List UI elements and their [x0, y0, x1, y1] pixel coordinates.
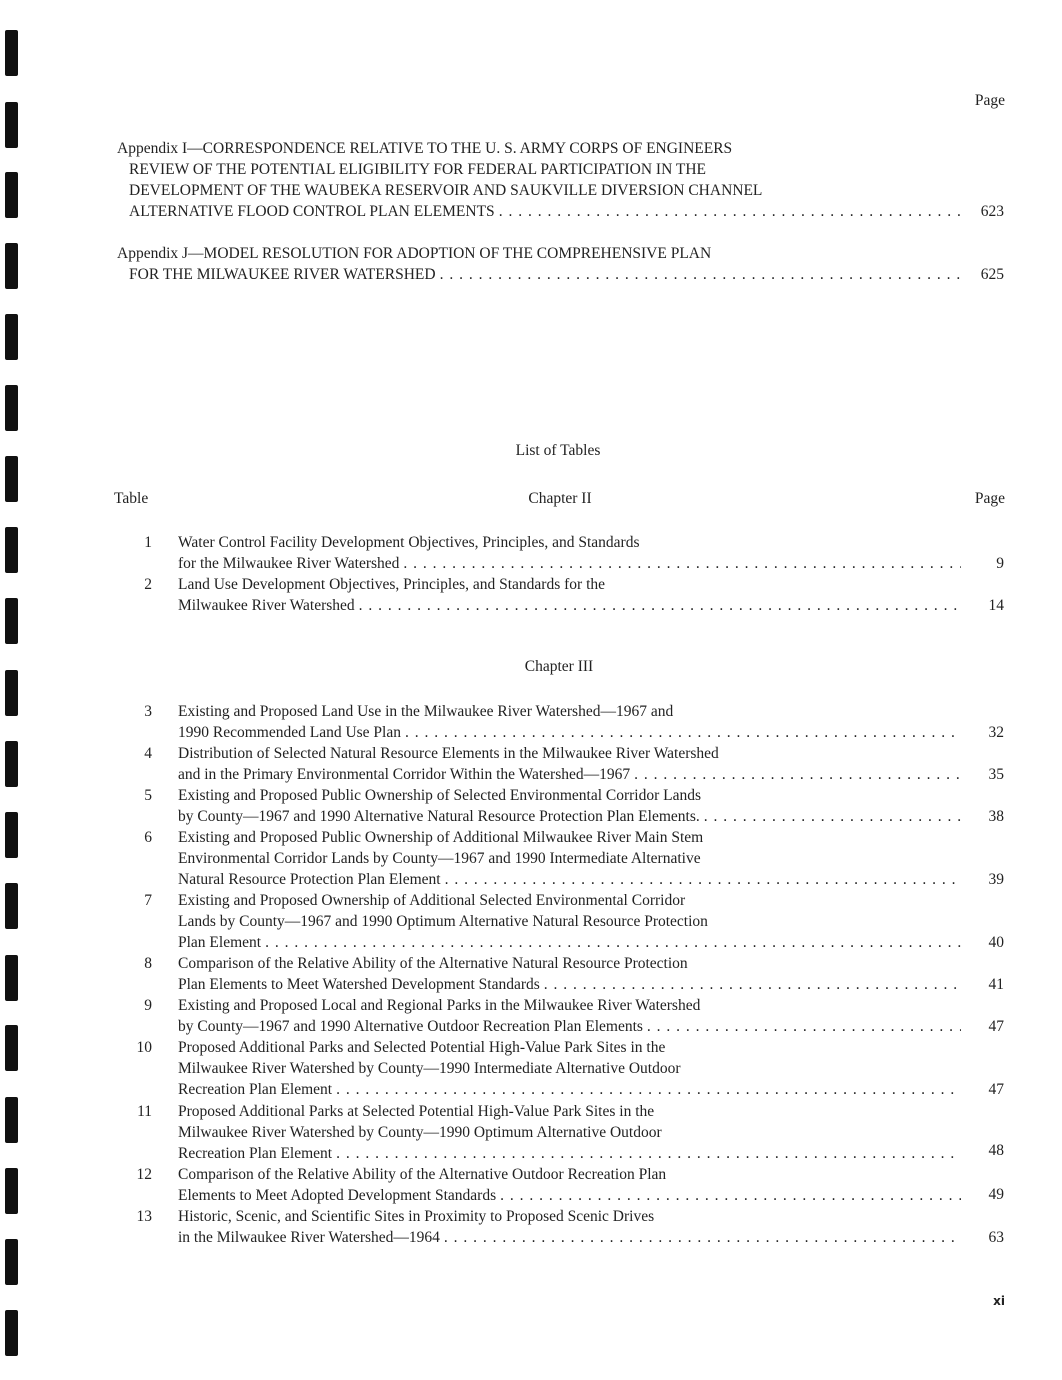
binding-hole	[5, 527, 18, 573]
binding-hole	[5, 172, 18, 218]
table-title-line: Comparison of the Relative Ability of the Alternative Natural Resource Protection	[178, 955, 688, 972]
binding-hole	[5, 1239, 18, 1285]
binding-hole	[5, 955, 18, 1001]
binding-hole	[5, 1025, 18, 1071]
table-title-line: by County—1967 and 1990 Alternative Natural Resource Protection Plan Elements.	[178, 808, 700, 825]
page-number: 14	[988, 597, 1004, 614]
table-title-line: Plan Elements to Meet Watershed Development Standards	[178, 976, 540, 993]
dot-leader	[359, 595, 961, 616]
table-number: 7	[144, 892, 152, 909]
page-number: 35	[988, 766, 1004, 783]
dot-leader	[405, 722, 961, 743]
table-title-line: Existing and Proposed Land Use in the Milwaukee River Watershed—1967 and	[178, 703, 674, 720]
table-title-last-line	[178, 932, 961, 953]
binding-hole	[5, 1168, 18, 1214]
page-number: 49	[988, 1186, 1004, 1203]
table-title-line: and in the Primary Environmental Corridor Within the Watershed—1967	[178, 766, 631, 783]
binding-hole	[5, 243, 18, 289]
table-title-last-line	[178, 764, 961, 785]
chapter-heading: Chapter II	[528, 490, 592, 507]
dot-leader	[544, 974, 961, 995]
table-title-line: Plan Element	[178, 934, 262, 951]
page-column-header: Page	[974, 490, 1005, 507]
binding-hole	[5, 812, 18, 858]
binding-hole	[5, 883, 18, 929]
page-number: 38	[988, 808, 1004, 825]
page-folio: xi	[993, 1294, 1005, 1308]
appendix-last-line	[129, 264, 961, 285]
table-title-line: Historic, Scenic, and Scientific Sites in Proximity to Proposed Scenic Drives	[178, 1208, 655, 1225]
page-number: 623	[980, 203, 1004, 220]
page-number: 48	[988, 1142, 1004, 1159]
page-number: 32	[988, 724, 1004, 741]
table-title-last-line	[178, 869, 961, 890]
table-title-last-line	[178, 1227, 961, 1248]
table-title-line: Existing and Proposed Local and Regional Parks in the Milwaukee River Watershed	[178, 997, 701, 1014]
binding-hole	[5, 30, 18, 76]
dot-leader	[336, 1143, 961, 1164]
table-number: 1	[144, 534, 152, 551]
table-title-line: Recreation Plan Element	[178, 1081, 333, 1098]
binding-hole	[5, 741, 18, 787]
binding-hole	[5, 598, 18, 644]
table-title-last-line	[178, 974, 961, 995]
dot-leader	[500, 1185, 961, 1206]
dot-leader	[336, 1079, 961, 1100]
table-title-line: Existing and Proposed Public Ownership of Selected Environmental Corridor Lands	[178, 787, 702, 804]
table-title-last-line	[178, 1185, 961, 1206]
page-number: 625	[980, 266, 1004, 283]
table-number: 5	[144, 787, 152, 804]
table-title-last-line	[178, 1016, 961, 1037]
table-number: 10	[136, 1039, 152, 1056]
binding-hole	[5, 385, 18, 431]
dot-leader	[647, 1016, 961, 1037]
table-number: 12	[136, 1166, 152, 1183]
binding-hole	[5, 102, 18, 148]
table-number: 6	[144, 829, 152, 846]
binding-hole	[5, 314, 18, 360]
table-title-line: Existing and Proposed Ownership of Additional Selected Environmental Corridor	[178, 892, 686, 909]
table-column-header: Table	[114, 490, 149, 507]
table-title-line: Distribution of Selected Natural Resource Elements in the Milwaukee River Watershed	[178, 745, 719, 762]
page-number: 41	[988, 976, 1004, 993]
appendix-line: Appendix J—MODEL RESOLUTION FOR ADOPTION OF THE COMPREHENSIVE PLAN	[117, 245, 712, 262]
table-title-line: Water Control Facility Development Objectives, Principles, and Standards	[178, 534, 640, 551]
binding-hole	[5, 1310, 18, 1356]
dot-leader	[499, 201, 961, 222]
table-title-line: Proposed Additional Parks at Selected Potential High-Value Park Sites in the	[178, 1103, 655, 1120]
appendix-line: DEVELOPMENT OF THE WAUBEKA RESERVOIR AND SAUKVILLE DIVERSION CHANNEL	[129, 182, 763, 199]
binding-hole	[5, 670, 18, 716]
appendix-last-line	[129, 201, 961, 222]
table-title-last-line	[178, 1079, 961, 1100]
table-number: 2	[144, 576, 152, 593]
appendix-line: Appendix I—CORRESPONDENCE RELATIVE TO THE U. S. ARMY CORPS OF ENGINEERS	[117, 140, 733, 157]
table-title-line: Proposed Additional Parks and Selected Potential High-Value Park Sites in the	[178, 1039, 666, 1056]
binding-holes	[5, 0, 25, 1380]
table-number: 9	[144, 997, 152, 1014]
binding-hole	[5, 1097, 18, 1143]
dot-leader	[265, 932, 961, 953]
appendix-line: FOR THE MILWAUKEE RIVER WATERSHED	[129, 266, 436, 283]
dot-leader	[403, 553, 961, 574]
table-title-line: Lands by County—1967 and 1990 Optimum Alternative Natural Resource Protection	[178, 913, 708, 930]
table-title-line: Milwaukee River Watershed by County—1990 Intermediate Alternative Outdoor	[178, 1060, 681, 1077]
chapter-heading: Chapter III	[524, 658, 594, 675]
table-title-line: Milwaukee River Watershed	[178, 597, 355, 614]
page-column-header: Page	[974, 92, 1005, 109]
dot-leader	[445, 869, 961, 890]
list-of-tables-title: List of Tables	[515, 442, 601, 459]
table-title-last-line	[178, 553, 961, 574]
table-title-line: Milwaukee River Watershed by County—1990 Optimum Alternative Outdoor	[178, 1124, 662, 1141]
dot-leader	[444, 1227, 961, 1248]
table-title-line: for the Milwaukee River Watershed	[178, 555, 400, 572]
page-number: 39	[988, 871, 1004, 888]
table-title-last-line	[178, 722, 961, 743]
table-title-line: 1990 Recommended Land Use Plan	[178, 724, 401, 741]
page-number: 40	[988, 934, 1004, 951]
table-number: 8	[144, 955, 152, 972]
page-number: 9	[996, 555, 1004, 572]
table-title-line: Comparison of the Relative Ability of the Alternative Outdoor Recreation Plan	[178, 1166, 667, 1183]
table-title-line: Land Use Development Objectives, Principles, and Standards for the	[178, 576, 605, 593]
table-title-line: Natural Resource Protection Plan Element	[178, 871, 441, 888]
table-number: 3	[144, 703, 152, 720]
dot-leader	[634, 764, 961, 785]
table-number: 13	[136, 1208, 152, 1225]
table-number: 4	[144, 745, 152, 762]
appendix-line: REVIEW OF THE POTENTIAL ELIGIBILITY FOR FEDERAL PARTICIPATION IN THE	[129, 161, 706, 178]
table-title-last-line	[178, 595, 961, 616]
table-number: 11	[137, 1103, 152, 1120]
table-title-line: Environmental Corridor Lands by County—1967 and 1990 Intermediate Alternative	[178, 850, 701, 867]
appendix-line: ALTERNATIVE FLOOD CONTROL PLAN ELEMENTS	[129, 203, 495, 220]
table-title-line: Recreation Plan Element	[178, 1145, 333, 1162]
table-title-line: Existing and Proposed Public Ownership of Additional Milwaukee River Main Stem	[178, 829, 704, 846]
page-number: 47	[988, 1081, 1004, 1098]
page-number: 63	[988, 1229, 1004, 1246]
dot-leader	[704, 806, 961, 827]
table-title-line: by County—1967 and 1990 Alternative Outdoor Recreation Plan Elements	[178, 1018, 643, 1035]
dot-leader	[440, 264, 961, 285]
table-title-line: in the Milwaukee River Watershed—1964	[178, 1229, 440, 1246]
page-number: 47	[988, 1018, 1004, 1035]
table-title-last-line	[178, 1143, 961, 1164]
table-title-line: Elements to Meet Adopted Development Standards	[178, 1187, 497, 1204]
table-title-last-line	[178, 806, 961, 827]
